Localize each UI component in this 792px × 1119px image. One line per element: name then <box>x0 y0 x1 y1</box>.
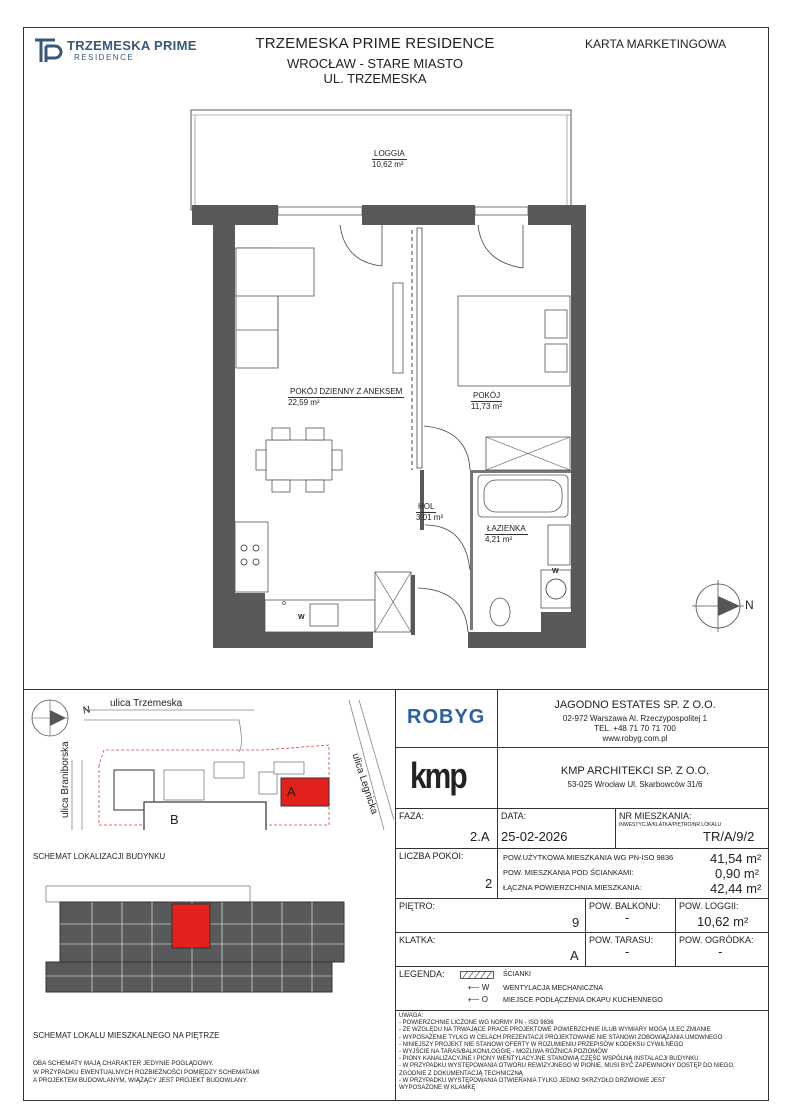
klatka-value: A <box>570 948 579 963</box>
pow-pod-label: POW. MIESZKANIA POD ŚCIANKAMI: <box>503 868 634 877</box>
architect-address: 53-025 Wrocław Ul. Skarbowców 31/6 <box>567 780 703 789</box>
loggia-value: 10,62 m² <box>697 914 749 929</box>
scheme-note-line: W PRZYPADKU EWENTUALNYCH ROZBIEŻNOŚCI POMIĘDZY SCHEMATAMI <box>33 1068 260 1076</box>
legend-w-symbol: ⟵ W <box>468 983 490 992</box>
floor-scheme-caption: SCHEMAT LOKALU MIESZKALNEGO NA PIĘTRZE <box>33 1031 220 1040</box>
room-label-loggia <box>372 149 407 170</box>
divider <box>497 848 498 898</box>
street-left-label: ulica Braniborska <box>60 741 71 818</box>
nr-label: NR MIESZKANIA: <box>619 811 692 821</box>
ventilation-marker-bath: W <box>552 568 559 575</box>
location-north-label: N <box>82 704 92 717</box>
notes-block <box>399 1013 765 1092</box>
pietro-value: 9 <box>572 915 580 930</box>
building-a-label: A <box>287 784 296 799</box>
note-line: - W PRZYPADKU WYSTĘPOWANIA OTWIERANIA TYLKO JEDNO SKRZYDŁO DRZWIOWE JEST <box>399 1077 666 1084</box>
notes-title: UWAGA: <box>399 1013 424 1019</box>
divider <box>395 1010 769 1011</box>
taras-label: POW. TARASU: <box>589 935 654 945</box>
walls-hatch-icon <box>460 971 494 979</box>
note-line: - PIONY KANALIZACYJNE I PIONY WENTYLACYJNE STANOWIĄ CZĘŚĆ WSPÓLNĄ INSTALACJI BUDYNKU <box>399 1056 699 1063</box>
divider <box>395 966 769 967</box>
pokoi-value: 2 <box>485 876 493 891</box>
pow-laczna-value: 42,44 m² <box>710 881 762 896</box>
room-area: 3,01 m² <box>416 513 444 522</box>
developer-phone: TEL. +48 71 70 71 700 <box>594 724 676 733</box>
taras-value: - <box>625 944 630 959</box>
divider <box>395 932 769 933</box>
klatka-label: KLATKA: <box>399 935 436 945</box>
robyg-logo: ROBYG <box>407 706 486 728</box>
loggia-label: POW. LOGGII: <box>679 901 739 911</box>
divider <box>395 689 396 1101</box>
nr-value: TR/A/9/2 <box>703 829 755 844</box>
divider <box>585 898 586 966</box>
room-area: 4,21 m² <box>485 535 513 544</box>
divider <box>497 808 498 848</box>
kmp-logo: kmp <box>410 756 466 797</box>
divider <box>615 808 616 848</box>
street-line: UL. TRZEMESKA <box>323 71 427 86</box>
room-label-bedroom <box>471 391 502 412</box>
room-name: HOL <box>418 502 435 511</box>
scheme-note-line: OBA SCHEMATY MAJĄ CHARAKTER JEDYNIE POGLĄDOWY. <box>33 1060 214 1067</box>
scheme-note <box>33 1060 260 1086</box>
room-name: ŁAZIENKA <box>487 524 526 533</box>
developer-web[interactable]: www.robyg.com.pl <box>602 734 668 743</box>
room-label-bathroom <box>485 524 528 545</box>
room-area: 22,59 m² <box>288 398 320 407</box>
room-name: POKÓJ DZIENNY Z ANEKSEM <box>290 387 403 396</box>
logo-name: TRZEMESKA PRIME <box>67 38 197 53</box>
balkon-label: POW. BALKONU: <box>589 901 661 911</box>
divider <box>675 898 676 966</box>
legend-label: LEGENDA: <box>399 969 445 979</box>
pow-uz-value: 41,54 m² <box>710 851 762 866</box>
pow-laczna-label: ŁĄCZNA POWIERZCHNIA MIESZKANIA: <box>503 883 642 892</box>
note-line: - WYPOSAŻENIE TYLKO W CELACH PREZENTACJI PROJEKTOWANE NIE STANOWI ZOBOWIĄZANIA UMOWNEGO <box>399 1034 723 1041</box>
room-label-hall <box>416 502 443 523</box>
street-top-label: ulica Trzemeska <box>110 698 183 709</box>
note-line: ZGODNIE Z DOKUMENTACJĄ TECHNICZNĄ <box>399 1070 523 1077</box>
ventilation-marker: W <box>298 614 305 621</box>
developer-name: JAGODNO ESTATES SP. Z O.O. <box>554 699 716 711</box>
legend-w-letter: W <box>481 983 490 992</box>
legend-hood: MIEJSCE PODŁĄCZENIA OKAPU KUCHENNEGO <box>503 997 663 1004</box>
ogrodek-label: POW. OGRÓDKA: <box>679 935 754 945</box>
logo-sub: RESIDENCE <box>74 53 135 62</box>
divider <box>497 689 498 808</box>
nr-sublabel: INWESTYCJA/KLATKA/PIĘTRO/NR LOKALU <box>619 822 722 828</box>
note-line: - W PRZYPADKU WYSTĘPOWANIA OTWORU REWIZYJNEGO W PIONIE, MUSI BYĆ ZAPEWNIONY DOSTĘP DO NIEGO, <box>399 1063 735 1070</box>
faza-label: FAZA: <box>399 811 425 821</box>
pow-pod-value: 0,90 m² <box>715 866 760 881</box>
plan-north-label: N <box>745 598 754 612</box>
room-name: POKÓJ <box>473 391 501 400</box>
room-label-living <box>288 387 404 408</box>
building-b-label: B <box>170 812 179 827</box>
scheme-note-line: A PROJEKTEM BUDOWLANYM, WIĄŻĄCY JEST PROJEKT BUDOWLANY. <box>33 1077 248 1084</box>
balkon-value: - <box>625 910 630 925</box>
divider <box>395 808 769 809</box>
faza-value: 2.A <box>470 829 490 844</box>
note-line: - NINIEJSZY PROJEKT NIE STANOWI OFERTY W ROZUMIENIU PRZEPISÓW KODEKSU CYWILNEGO <box>399 1041 684 1048</box>
page-title: TRZEMESKA PRIME RESIDENCE <box>255 35 495 52</box>
street-right-label: ulica Legnicka <box>349 752 380 816</box>
note-line: - WYJŚCIE NA TARAS/BALKON/LOGGIĘ - MOŻLIWA RÓŻNICA POZIOMÓW <box>399 1049 608 1056</box>
ogrodek-value: - <box>718 944 723 959</box>
pow-uz-label: POW.UŻYTKOWA MIESZKANIA WG PN-ISO 9836 <box>503 853 674 862</box>
hood-marker: o <box>282 600 286 607</box>
location-caption: SCHEMAT LOKALIZACJI BUDYNKU <box>33 852 166 861</box>
floor-scheme <box>42 884 354 999</box>
location-map <box>24 690 394 830</box>
note-line: - ZE WZGLĘDU NA TRWAJĄCE PRACE PROJEKTOWE POWIERZCHNIE I/LUB WYMIARY MOGĄ ULEC ZMIANIE <box>399 1027 711 1034</box>
divider <box>395 848 769 849</box>
divider <box>395 747 769 748</box>
city-line: WROCŁAW - STARE MIASTO <box>287 56 463 71</box>
legend-o-letter: O <box>481 995 488 1004</box>
data-label: DATA: <box>501 811 527 821</box>
room-area: 11,73 m² <box>471 402 502 411</box>
note-line: - POWIERZCHNIE LICZONE WG NORMY PN - ISO 9836 <box>399 1020 554 1027</box>
divider <box>395 898 769 899</box>
room-name: LOGGIA <box>374 149 405 158</box>
room-area: 10,62 m² <box>372 160 404 169</box>
developer-address: 02-972 Warszawa Al. Rzeczypospolitej 1 <box>562 714 708 723</box>
pietro-label: PIĘTRO: <box>399 901 436 911</box>
card-type: KARTA MARKETINGOWA <box>585 37 727 51</box>
legend-o-symbol: ⟵ O <box>468 995 488 1004</box>
legend-ventilation: WENTYLACJA MECHANICZNA <box>503 985 603 992</box>
architect-name: KMP ARCHITEKCI SP. Z O.O. <box>560 765 710 777</box>
legend-walls: ŚCIANKI <box>503 971 532 978</box>
pokoi-label: LICZBA POKOI: <box>399 851 464 861</box>
data-value: 25-02-2026 <box>501 829 568 844</box>
note-line: WYPOSAŻONE W KLAMKĘ <box>399 1085 476 1092</box>
